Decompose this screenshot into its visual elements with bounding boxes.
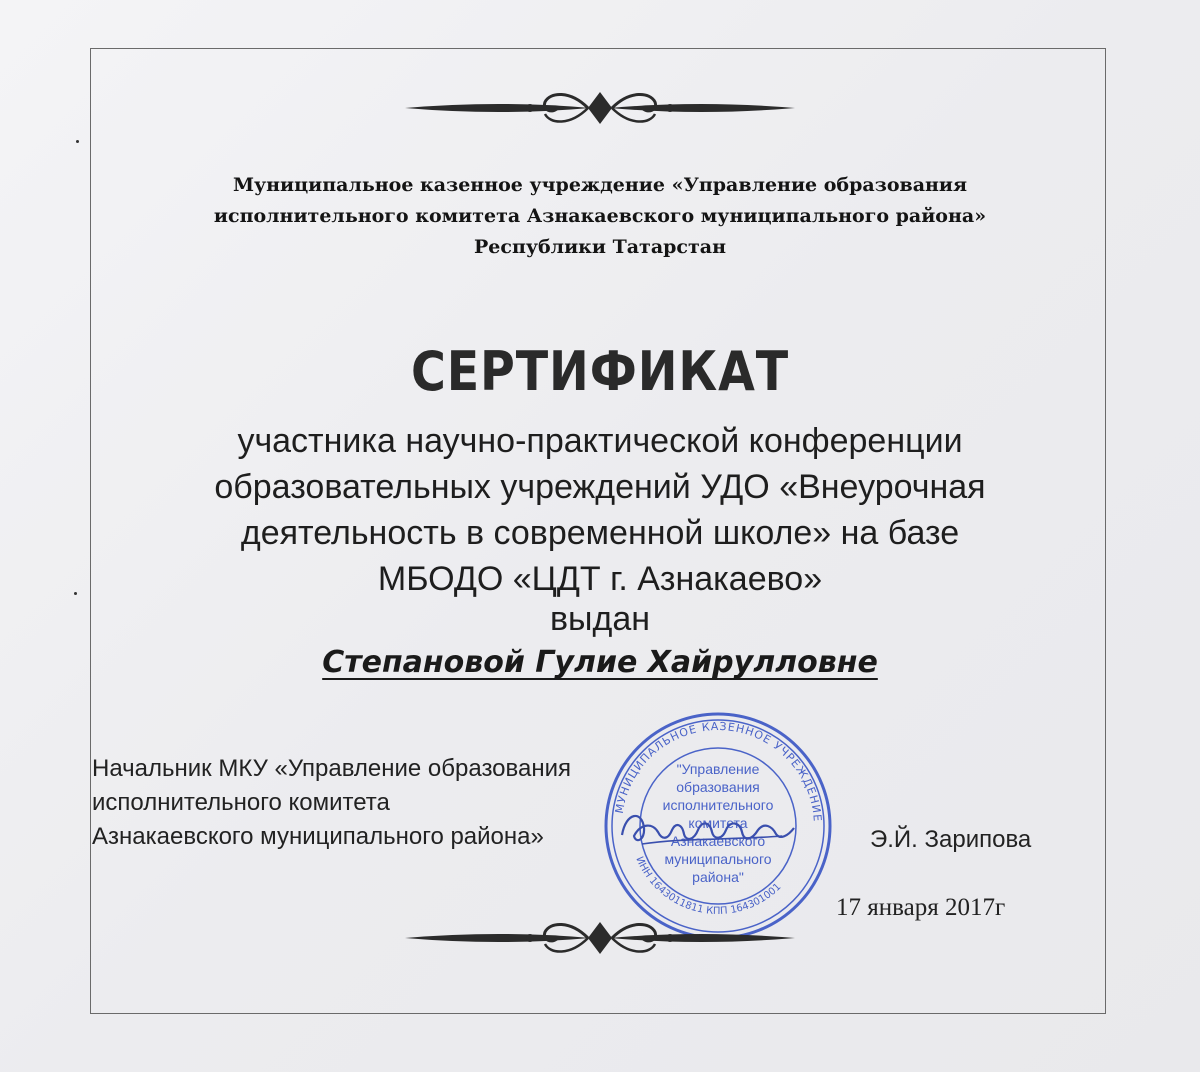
handwritten-signature-icon [612, 800, 802, 860]
stamp-inner-line-2: образования [676, 779, 760, 795]
stamp-outer-text: МУНИЦИПАЛЬНОЕ КАЗЕННОЕ УЧРЕЖДЕНИЕ [612, 719, 824, 823]
scan-speck [74, 592, 77, 595]
stamp-inner-line-4: комитета [688, 815, 748, 831]
stamp-inner-line-1: "Управление [676, 761, 760, 777]
issue-date: 17 января 2017г [836, 894, 1006, 921]
description-line-1: участника научно-практической конференции [237, 422, 963, 460]
org-line-2: исполнительного комитета Азнакаевского муниципального района» [213, 205, 987, 227]
certificate-title: СЕРТИФИКАТ [410, 340, 790, 403]
signer-position [92, 752, 571, 854]
stamp-inner-line-6: муниципального [664, 851, 772, 867]
signer-name: Э.Й. Зарипова [870, 826, 1032, 853]
description-line-3: деятельность в современной школе» на базе [240, 514, 960, 552]
issued-label: выдан [549, 600, 651, 638]
position-line-1: Начальник МКУ «Управление образования [92, 755, 572, 782]
flourish-ornament-top-icon [400, 88, 800, 128]
recipient-name-text: Степановой Гулие Хайрулловне [322, 645, 878, 680]
flourish-ornament-bottom-icon [400, 918, 800, 958]
position-line-2: исполнительного комитета [92, 789, 390, 816]
certificate-description [100, 418, 1100, 602]
description-line-4: МБОДО «ЦДТ г. Азнакаево» [377, 560, 823, 598]
issuing-organization [100, 170, 1100, 263]
stamp-inner-line-3: исполнительного [662, 797, 774, 813]
stamp-bottom-text: ИНН 1643011811 КПП 164301001 [633, 855, 784, 918]
stamp-inner-line-5: Азнакаевского [670, 833, 766, 849]
stamp-inner-line-7: района" [692, 869, 744, 885]
org-line-3: Республики Татарстан [474, 236, 726, 258]
description-line-2: образовательных учреждений УДО «Внеурочная [214, 468, 986, 506]
recipient-name [100, 645, 1100, 680]
scan-speck [76, 140, 79, 143]
org-line-1: Муниципальное казенное учреждение «Управление образования [232, 174, 968, 196]
position-line-3: Азнакаевского муниципального района» [92, 823, 544, 850]
